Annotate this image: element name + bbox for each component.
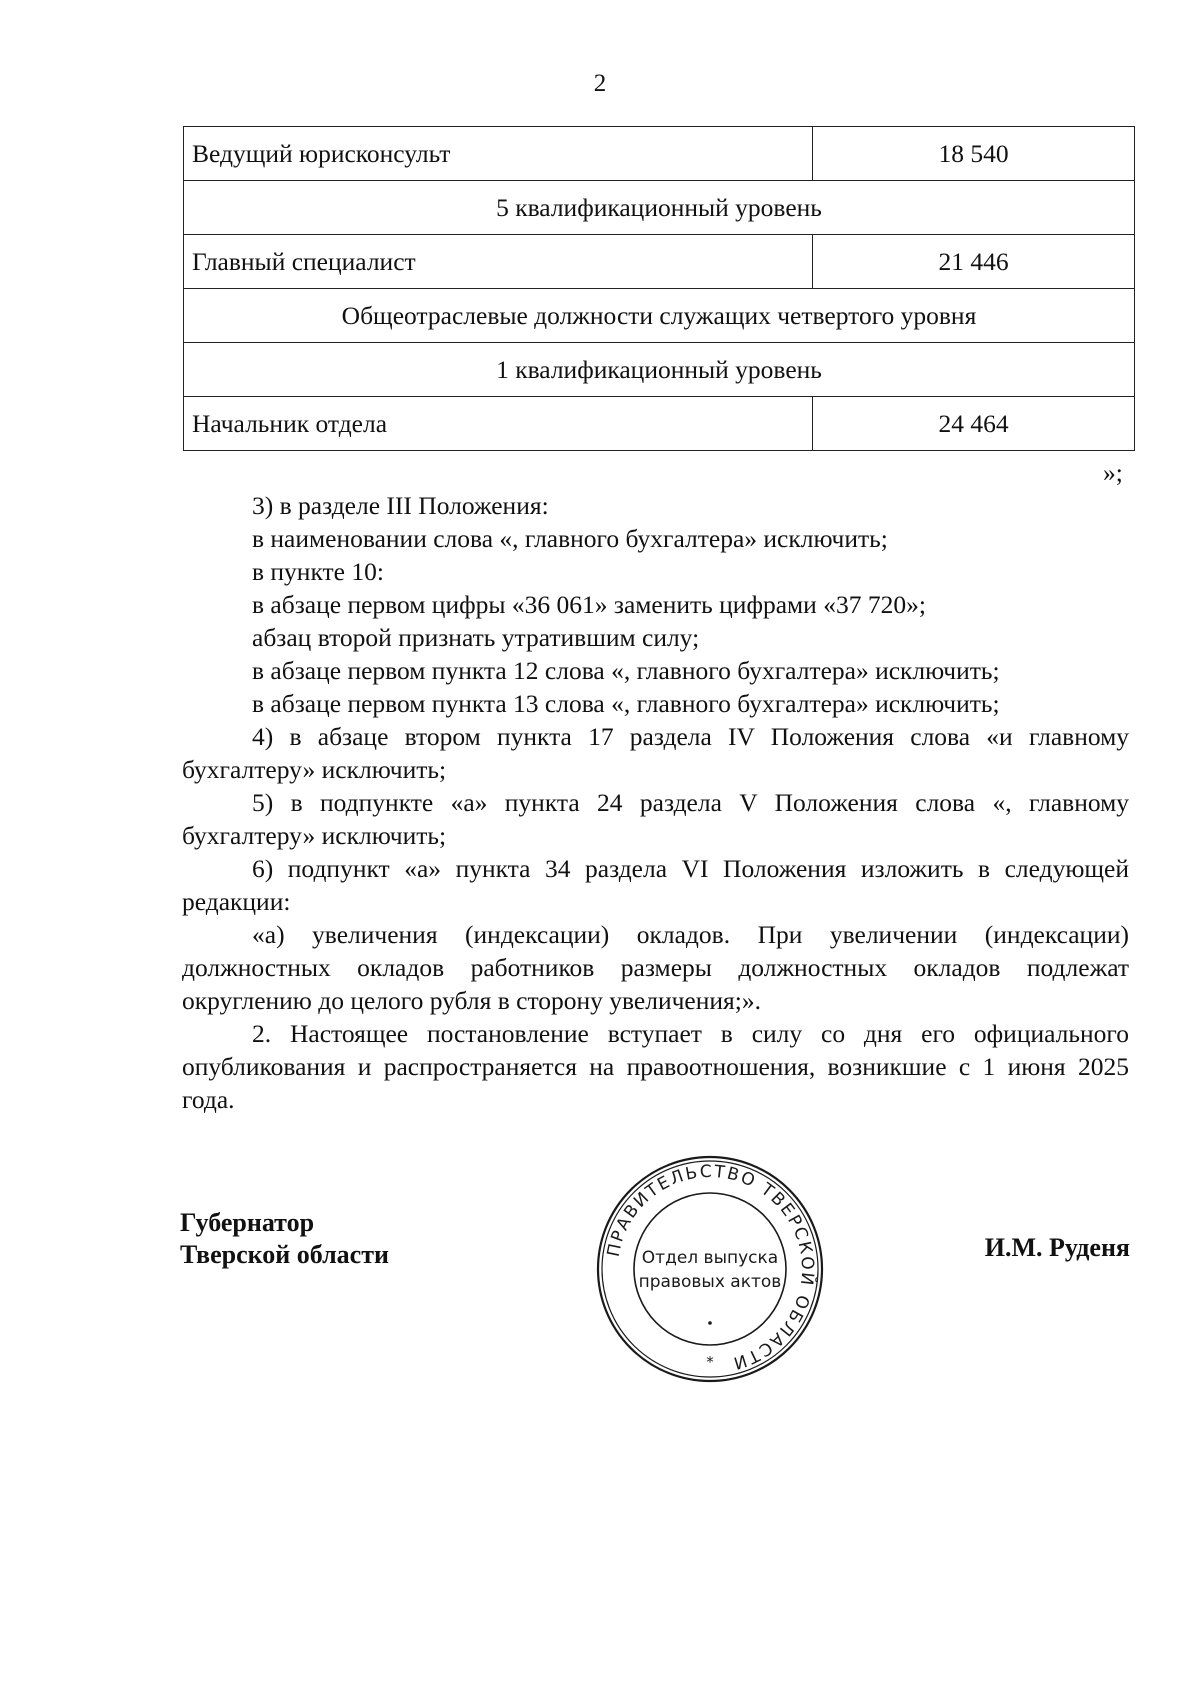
- paragraph: 4) в абзаце втором пункта 17 раздела IV Положения слова «и главному бухгалтеру» исключить;: [182, 722, 1129, 784]
- position-cell: Начальник отдела: [184, 397, 813, 451]
- table-row: [184, 235, 1135, 289]
- body-text: [182, 489, 1129, 1116]
- stamp-star: *: [706, 1353, 714, 1371]
- table-row: [184, 343, 1135, 397]
- page-number: 2: [593, 70, 607, 97]
- stamp-outer-ring: [598, 1157, 822, 1381]
- paragraph: «а) увеличения (индексации) окладов. При увеличении (индексации) должностных окладов работников размеры должностных окладов подлежат округлению до целого рубля в сторону увеличения;».: [182, 920, 1129, 1015]
- table-row: [184, 181, 1135, 235]
- salary-cell: 21 446: [813, 235, 1135, 289]
- table-section-header: 1 квалификационный уровень: [184, 343, 1135, 397]
- position-cell: Ведущий юрисконсульт: [184, 127, 813, 181]
- paragraph: в наименовании слова «, главного бухгалтера» исключить;: [252, 524, 888, 553]
- table-row: [184, 127, 1135, 181]
- official-stamp: [594, 1153, 826, 1385]
- table-section-header: 5 квалификационный уровень: [184, 181, 1135, 235]
- paragraph: в абзаце первом цифры «36 061» заменить цифрами «37 720»;: [252, 590, 926, 619]
- paragraph: абзац второй признать утратившим силу;: [252, 623, 700, 652]
- table-row: [184, 289, 1135, 343]
- table-row: [184, 397, 1135, 451]
- stamp-center-line: правовых актов: [638, 1272, 782, 1292]
- paragraph: 6) подпункт «а» пункта 34 раздела VI Положения изложить в следующей редакции:: [182, 854, 1129, 916]
- paragraph: 3) в разделе III Положения:: [252, 491, 549, 520]
- paragraph: 2. Настоящее постановление вступает в силу со дня его официального опубликования и распространяется на правоотношения, возникшие с 1 июня 2025 года.: [182, 1019, 1129, 1114]
- position-cell: Главный специалист: [184, 235, 813, 289]
- signatory-title-line: Тверской области: [180, 1240, 389, 1269]
- stamp-ring-text: ПРАВИТЕЛЬСТВО ТВЕРСКОЙ ОБЛАСТИ: [603, 1161, 818, 1374]
- salary-cell: 18 540: [813, 127, 1135, 181]
- signatory-title: [180, 1207, 389, 1271]
- table-section-header: Общеотраслевые должности служащих четвертого уровня: [184, 289, 1135, 343]
- paragraph: в пункте 10:: [252, 557, 384, 586]
- salary-cell: 24 464: [813, 397, 1135, 451]
- paragraph: 5) в подпункте «а» пункта 24 раздела V Положения слова «, главному бухгалтеру» исключить;: [182, 788, 1129, 850]
- stamp-center-line: Отдел выпуска: [641, 1248, 779, 1268]
- signatory-title-line: Губернатор: [180, 1208, 315, 1237]
- stamp-dot: [708, 1321, 712, 1325]
- signatory-name: И.М. Руденя: [984, 1233, 1130, 1262]
- paragraph: в абзаце первом пункта 12 слова «, главного бухгалтера» исключить;: [252, 656, 1000, 685]
- paragraph: в абзаце первом пункта 13 слова «, главного бухгалтера» исключить;: [252, 689, 1000, 718]
- salary-table: [183, 126, 1135, 451]
- closing-quote: »;: [1103, 458, 1123, 487]
